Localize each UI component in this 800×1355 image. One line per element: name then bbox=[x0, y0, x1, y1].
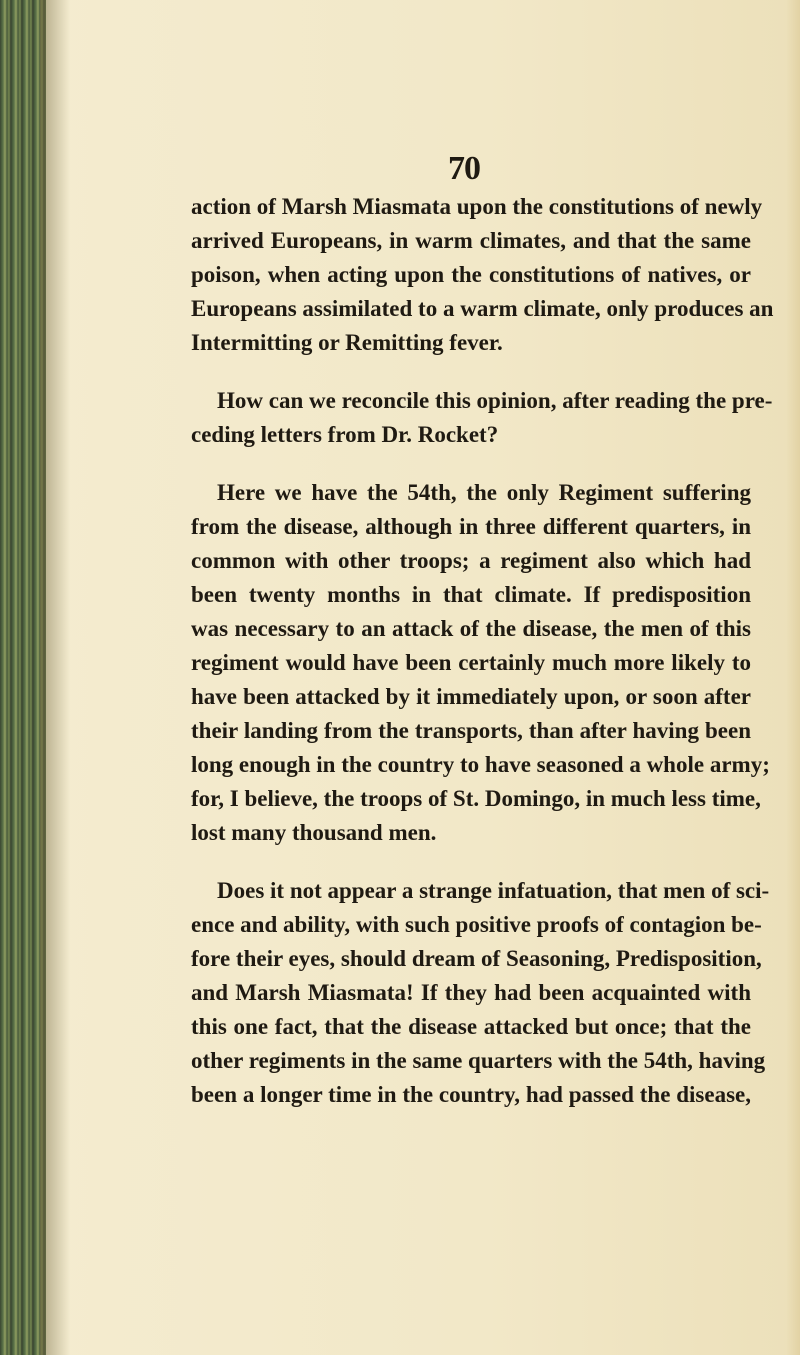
paragraph-2 bbox=[191, 384, 773, 452]
text-line: was necessary to an attack of the disease, the men of this bbox=[191, 616, 751, 641]
text-line: ceding letters from Dr. Rocket? bbox=[191, 422, 499, 447]
text-line: their landing from the transports, than after having been bbox=[191, 718, 751, 743]
text-line: for, I believe, the troops of St. Domingo, in much less time, bbox=[191, 786, 761, 811]
text-line: been a longer time in the country, had passed the disease, bbox=[191, 1082, 751, 1107]
text-line: regiment would have been certainly much more likely to bbox=[191, 650, 751, 675]
text-line: arrived Europeans, in warm climates, and that the same bbox=[191, 228, 751, 253]
text-line: common with other troops; a regiment also which had bbox=[191, 548, 751, 573]
page-edge-shadow bbox=[786, 0, 800, 1355]
text-line: ence and ability, with such positive proofs of contagion be- bbox=[191, 912, 762, 937]
body-text bbox=[191, 190, 774, 1112]
text-line: been twenty months in that climate. If predisposition bbox=[191, 582, 751, 607]
page-number: 70 bbox=[448, 150, 480, 187]
text-line: have been attacked by it immediately upon, or soon after bbox=[191, 684, 751, 709]
paragraph-1 bbox=[191, 190, 774, 360]
text-line: Here we have the 54th, the only Regiment suffering bbox=[217, 480, 751, 505]
text-line: this one fact, that the disease attacked but once; that the bbox=[191, 1014, 751, 1039]
text-line: and Marsh Miasmata! If they had been acquainted with bbox=[191, 980, 751, 1005]
paragraph-4 bbox=[191, 874, 770, 1112]
text-line: action of Marsh Miasmata upon the constitutions of newly bbox=[191, 194, 763, 219]
text-line: long enough in the country to have seasoned a whole army; bbox=[191, 752, 770, 777]
gutter-shadow bbox=[40, 0, 70, 1355]
paragraph-3 bbox=[191, 476, 770, 850]
text-line: Does it not appear a strange infatuation, that men of sci- bbox=[217, 878, 770, 903]
text-line: How can we reconcile this opinion, after reading the pre- bbox=[217, 388, 773, 413]
text-line: lost many thousand men. bbox=[191, 820, 437, 845]
text-line: fore their eyes, should dream of Seasoning, Predisposition, bbox=[191, 946, 762, 971]
text-line: poison, when acting upon the constitutions of natives, or bbox=[191, 262, 751, 287]
text-line: Europeans assimilated to a warm climate, only produces an bbox=[191, 296, 774, 321]
text-line: other regiments in the same quarters with the 54th, having bbox=[191, 1048, 766, 1073]
text-line: Intermitting or Remitting fever. bbox=[191, 330, 503, 355]
text-line: from the disease, although in three different quarters, in bbox=[191, 514, 751, 539]
